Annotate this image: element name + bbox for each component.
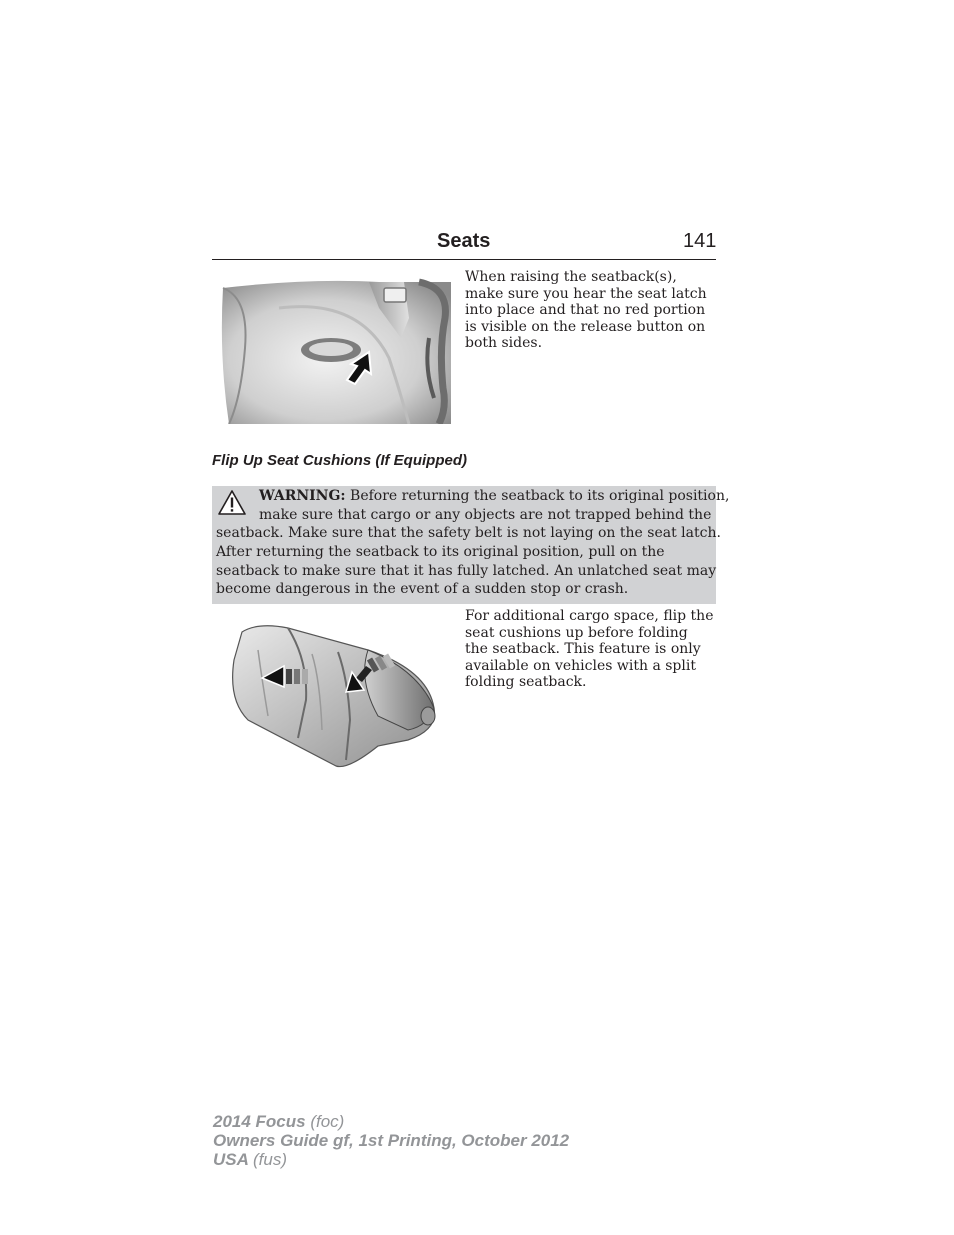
warning-line [259, 487, 729, 505]
text-line: For additional cargo space, flip the [465, 608, 714, 624]
text-line: seat cushions up before folding [465, 624, 688, 641]
page-title: Seats [437, 230, 491, 252]
text-line: is visible on the release button on [465, 318, 706, 335]
footer-edition-line: Owners Guide gf, 1st Printing, October 2012 [213, 1131, 570, 1150]
warning-line: become dangerous in the event of a sudden stop or crash. [216, 581, 629, 597]
footer-model-line [213, 1112, 569, 1131]
section-heading: Flip Up Seat Cushions (If Equipped) [212, 452, 467, 469]
warning-line: After returning the seatback to its original position, pull on the [216, 544, 665, 560]
footer-market: USA [213, 1150, 249, 1169]
text-line: both sides. [465, 335, 543, 351]
text-line: the seatback. This feature is only [465, 641, 701, 657]
footer-market-code: (fus) [253, 1150, 287, 1169]
warning-label: WARNING: [259, 488, 346, 504]
warning-line: seatback to make sure that it has fully latched. An unlatched seat may [216, 563, 717, 579]
footer-model-code: (foc) [310, 1112, 345, 1131]
text-line: folding seatback. [465, 674, 587, 690]
footer-model: 2014 Focus [213, 1112, 306, 1131]
cargo-space-note [465, 608, 715, 691]
text-line: into place and that no red portion [465, 302, 706, 318]
text-line: make sure you hear the seat latch [465, 285, 707, 302]
seatback-raising-note [465, 269, 715, 352]
warning-box [212, 486, 730, 604]
seat-latch-illustration [219, 278, 451, 424]
warning-first-line: Before returning the seatback to its original position, [350, 488, 730, 504]
header-divider [212, 259, 716, 260]
text-line: When raising the seatback(s), [465, 269, 677, 285]
page-number: 141 [683, 230, 717, 252]
warning-triangle-icon [217, 489, 247, 516]
text-line: available on vehicles with a split [465, 657, 696, 674]
warning-line: make sure that cargo or any objects are not trapped behind the [259, 507, 712, 523]
footer-market-line [213, 1150, 569, 1169]
seat-cushion-flip-illustration [228, 620, 440, 770]
document-footer [213, 1112, 569, 1169]
warning-line: seatback. Make sure that the safety belt is not laying on the seat latch. [216, 525, 721, 541]
